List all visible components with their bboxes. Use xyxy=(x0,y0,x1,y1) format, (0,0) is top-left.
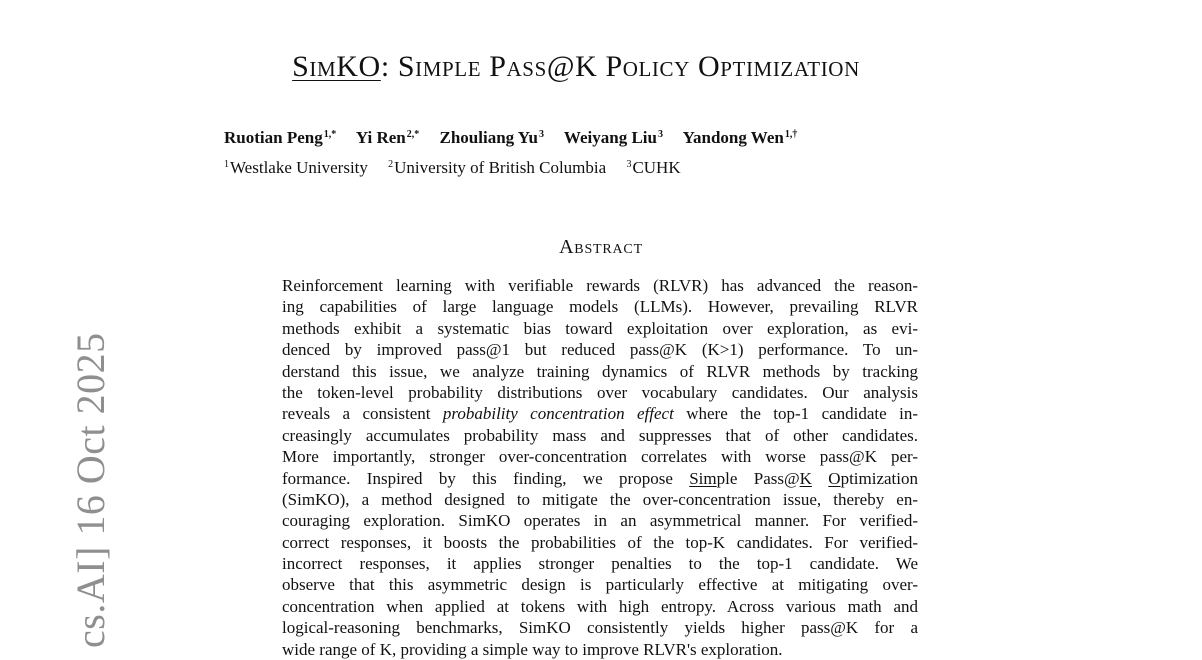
abstract-line: reveals a consistent probability concentration effect where the top-1 candidate in- xyxy=(282,404,918,424)
abstract-line: concentration when applied at tokens with high entropy. Across various math and xyxy=(282,596,918,616)
author: Yi Ren$^{2,*}$ xyxy=(355,128,420,147)
abstract-line: wide range of K, providing a simple way to improve RLVR's exploration. xyxy=(282,639,783,659)
affiliation: $^3$CUHK xyxy=(626,158,681,177)
abstract-line: derstand this issue, we analyze training dynamics of RLVR methods by tracking xyxy=(282,361,918,381)
author-list xyxy=(224,128,813,148)
abstract-line: denced by improved pass@1 but reduced pass@K (K>1) performance. To un- xyxy=(282,340,918,360)
abstract-body xyxy=(282,275,918,660)
paper-title xyxy=(0,50,1152,84)
abstract-line: couraging exploration. SimKO operates in an asymmetrical manner. For verified- xyxy=(282,511,918,531)
abstract-line: observe that this asymmetric design is particularly effective at mitigating over- xyxy=(282,575,918,595)
emphasized-term: probability concentration effect xyxy=(442,404,674,424)
abstract-line: (SimKO), a method designed to mitigate the over-concentration issue, thereby en- xyxy=(282,489,918,509)
arxiv-stamp-text: cs.AI] 16 Oct 2025 xyxy=(68,332,113,648)
abstract-line: logical-reasoning benchmarks, SimKO consistently yields higher pass@K for a xyxy=(282,618,918,638)
abstract-line: ing capabilities of large language models (LLMs). However, prevailing RLVR xyxy=(282,297,918,317)
abstract-line: correct responses, it boosts the probabilities of the top-K candidates. For verified- xyxy=(282,532,918,552)
title-rest: : Simple Pass@K Policy Optimization xyxy=(380,50,860,83)
author: Ruotian Peng$^{1,*}$ xyxy=(224,128,337,147)
arxiv-sidebar-stamp xyxy=(22,332,113,648)
affiliation-list xyxy=(224,158,697,178)
abstract-line: Reinforcement learning with verifiable rewards (RLVR) has advanced the reason- xyxy=(282,276,918,295)
abstract-line: incorrect responses, it applies stronger penalties to the top-1 candidate. We xyxy=(282,554,918,574)
abstract-heading: Abstract xyxy=(559,236,643,258)
abstract-line: creasingly accumulates probability mass and suppresses that of other candidates. xyxy=(282,425,918,445)
affiliation: $^1$Westlake University xyxy=(224,158,368,177)
author: Zhouliang Yu$^3$ xyxy=(439,128,544,147)
abstract-line: formance. Inspired by this finding, we propose Simple Pass@K Optimization xyxy=(282,468,918,488)
author: Yandong Wen$^{1,\dagger}$ xyxy=(682,128,798,147)
author: Weiyang Liu$^3$ xyxy=(563,128,663,147)
abstract-line: methods exhibit a systematic bias toward exploitation over exploration, as evi- xyxy=(282,318,918,338)
title-name: SimKO xyxy=(292,50,381,83)
abstract-line: More importantly, stronger over-concentration correlates with worse pass@K per- xyxy=(282,447,918,467)
abstract-line: the token-level probability distributions over vocabulary candidates. Our analysis xyxy=(282,382,918,402)
affiliation: $^2$University of British Columbia xyxy=(388,158,607,177)
